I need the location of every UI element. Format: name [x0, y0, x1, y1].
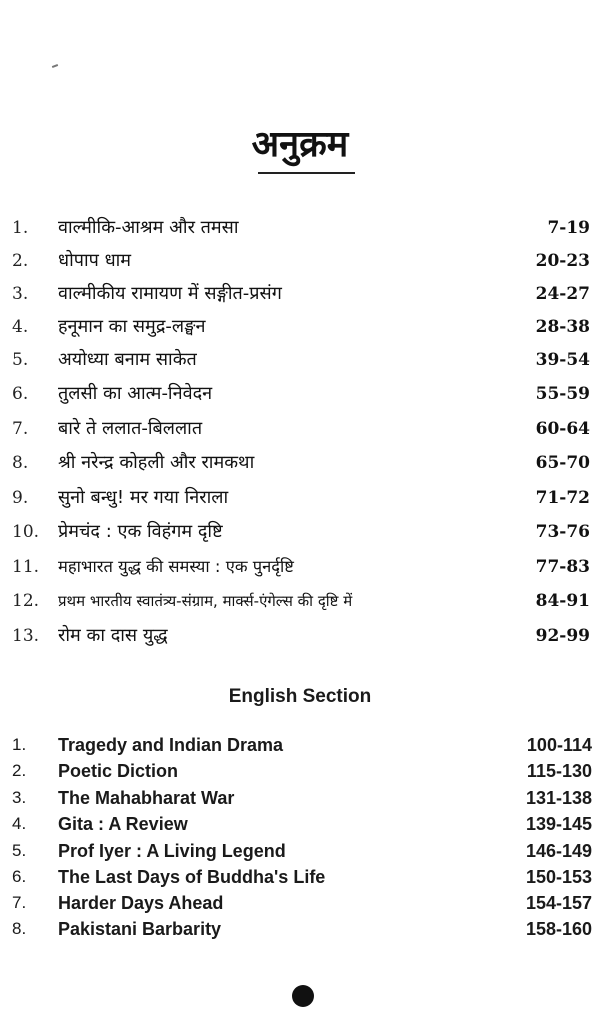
- toc-title: Gita : A Review: [58, 814, 188, 834]
- toc-row: [0, 212, 600, 244]
- toc-title: वाल्मीकि-आश्रम और तमसा: [58, 217, 239, 238]
- toc-row: [0, 413, 600, 445]
- toc-number: 8.: [12, 919, 27, 938]
- toc-pages: 92-99: [535, 626, 590, 646]
- toc-title: Harder Days Ahead: [58, 893, 224, 913]
- toc-number: 11.: [12, 557, 40, 577]
- toc-number: 1.: [12, 218, 29, 238]
- toc-row: [0, 245, 600, 277]
- toc-pages: 39-54: [535, 350, 590, 370]
- toc-title: Prof Iyer : A Living Legend: [58, 841, 286, 861]
- toc-number: 7.: [12, 419, 29, 439]
- toc-pages: 115-130: [526, 761, 592, 781]
- toc-number: 7.: [12, 893, 27, 912]
- toc-title: Pakistani Barbarity: [58, 919, 222, 939]
- toc-title: प्रथम भारतीय स्वातंत्र्य-संग्राम, मार्क्स-एंगेल्स की दृष्टि में: [58, 592, 353, 610]
- end-bullet-icon: [292, 985, 314, 1007]
- toc-row: [0, 620, 600, 652]
- toc-number: 10.: [12, 522, 40, 542]
- english-toc-row: [0, 838, 600, 864]
- toc-row: [0, 311, 600, 343]
- toc-pages: 100-114: [526, 735, 592, 755]
- toc-row: [0, 551, 600, 583]
- toc-pages: 71-72: [535, 488, 590, 508]
- toc-row: [0, 585, 600, 617]
- toc-pages: 146-149: [525, 841, 592, 861]
- toc-number: 8.: [12, 453, 29, 473]
- toc-title: हनूमान का समुद्र-लङ्घन: [58, 316, 206, 337]
- toc-title: श्री नरेन्द्र कोहली और रामकथा: [58, 452, 255, 473]
- toc-row: [0, 378, 600, 410]
- toc-pages: 154-157: [525, 893, 592, 913]
- english-toc-row: [0, 732, 600, 758]
- toc-pages: 158-160: [525, 919, 592, 939]
- english-toc-row: [0, 785, 600, 811]
- toc-number: 2.: [12, 251, 29, 271]
- toc-pages: 20-23: [535, 251, 590, 271]
- toc-number: 3.: [12, 284, 29, 304]
- toc-number: 5.: [12, 841, 27, 860]
- toc-row: [0, 516, 600, 548]
- toc-pages: 73-76: [535, 522, 590, 542]
- toc-row: [0, 344, 600, 376]
- toc-title: तुलसी का आत्म-निवेदन: [58, 383, 213, 404]
- toc-pages: 7-19: [547, 218, 590, 238]
- toc-number: 4.: [12, 317, 29, 337]
- toc-title: The Mahabharat War: [58, 788, 235, 808]
- toc-pages: 150-153: [525, 867, 592, 887]
- english-toc-row: [0, 890, 600, 916]
- toc-pages: 139-145: [525, 814, 592, 834]
- english-section-heading: English Section: [228, 686, 372, 707]
- toc-title: धोपाप धाम: [58, 250, 132, 271]
- toc-pages: 28-38: [535, 317, 590, 337]
- english-toc-row: [0, 758, 600, 784]
- toc-title: रोम का दास युद्ध: [58, 625, 168, 646]
- toc-title: बारे ते ललात-बिललात: [58, 418, 203, 439]
- toc-pages: 60-64: [535, 419, 590, 439]
- toc-title: महाभारत युद्ध की समस्या : एक पुनर्दृष्टि: [58, 557, 294, 576]
- toc-number: 2.: [12, 761, 27, 780]
- toc-pages: 131-138: [525, 788, 592, 808]
- english-toc-row: [0, 811, 600, 837]
- toc-title: प्रेमचंद : एक विहंगम दृष्टि: [58, 521, 223, 542]
- toc-number: 6.: [12, 867, 27, 886]
- toc-pages: 24-27: [535, 284, 590, 304]
- toc-number: 9.: [12, 488, 29, 508]
- toc-title: Poetic Diction: [58, 761, 179, 781]
- page-title: अनुक्रम: [251, 124, 349, 165]
- english-toc-row: [0, 916, 600, 942]
- toc-title: अयोध्या बनाम साकेत: [58, 349, 197, 370]
- toc-title: वाल्मीकीय रामायण में सङ्गीत-प्रसंग: [58, 283, 282, 304]
- toc-pages: 55-59: [535, 384, 590, 404]
- print-speck: [52, 64, 58, 68]
- toc-number: 3.: [12, 788, 27, 807]
- toc-title: Tragedy and Indian Drama: [58, 735, 284, 755]
- toc-row: [0, 278, 600, 310]
- toc-number: 6.: [12, 384, 29, 404]
- toc-pages: 65-70: [535, 453, 590, 473]
- english-toc-row: [0, 864, 600, 890]
- toc-pages: 77-83: [535, 557, 590, 577]
- toc-row: [0, 447, 600, 479]
- toc-number: 4.: [12, 814, 27, 833]
- toc-number: 5.: [12, 350, 29, 370]
- toc-row: [0, 482, 600, 514]
- title-underline: [258, 172, 355, 174]
- toc-title: The Last Days of Buddha's Life: [58, 867, 326, 887]
- toc-number: 13.: [12, 626, 40, 646]
- toc-number: 1.: [12, 735, 27, 754]
- toc-pages: 84-91: [535, 591, 590, 611]
- toc-number: 12.: [12, 591, 40, 611]
- toc-title: सुनो बन्धु! मर गया निराला: [58, 487, 229, 508]
